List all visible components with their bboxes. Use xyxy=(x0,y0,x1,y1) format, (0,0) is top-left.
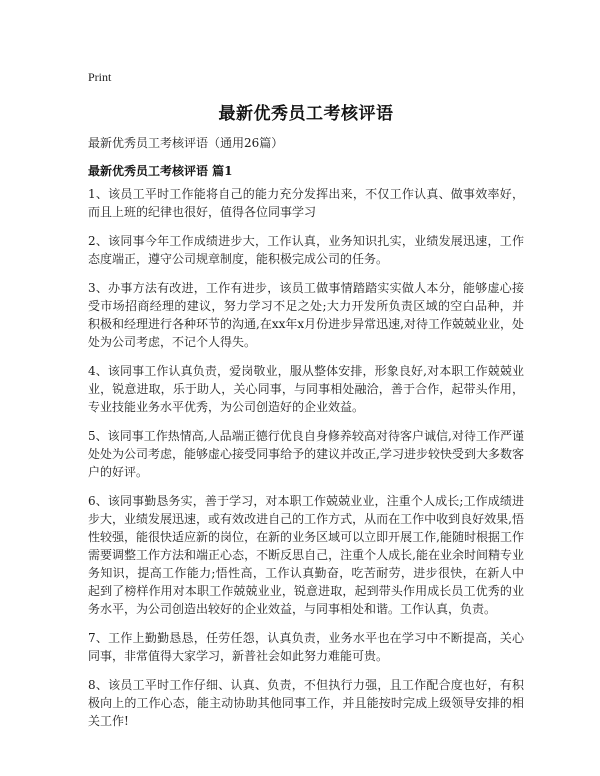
paragraph-1: 1、该员工平时工作能将自己的能力充分发挥出来，不仅工作认真、做事效率好，而且上班的纪律也很好，值得各位同事学习 xyxy=(88,187,524,219)
paragraph-2: 2、该同事今年工作成绩进步大，工作认真，业务知识扎实，业绩发展迅速，工作态度端正，遵守公司规章制度，能积极完成公司的任务。 xyxy=(88,234,524,266)
section-heading: 最新优秀员工考核评语 篇1 xyxy=(88,164,233,178)
paragraph-3: 3、办事方法有改进，工作有进步，该员工做事情踏踏实实做人本分，能够虚心接受市场招商经理的建议，努力学习不足之处;大力开发所负责区域的空白品种，并积极和经理进行各种环节的沟通,在xx年x月份进步异常迅速,对待工作兢兢业业，处处为公司考虑，不记个人得失。 xyxy=(88,281,524,349)
paragraph-4: 4、该同事工作认真负责，爱岗敬业，服从整体安排，形象良好,对本职工作兢兢业业，锐意进取，乐于助人，关心同事，与同事相处融洽，善于合作，起带头作用，专业技能业务水平优秀，为公司创造好的企业效益。 xyxy=(88,364,524,414)
page-title: 最新优秀员工考核评语 xyxy=(218,104,394,124)
document-body xyxy=(88,185,524,741)
paragraph-5: 5、该同事工作热情高,人品端正德行优良自身修养较高对待客户诚信,对待工作严谨处处为公司考虑，能够虚心接受同事给予的建议并改正,学习进步较快受到大多数客户的好评。 xyxy=(88,429,524,479)
document-subtitle: 最新优秀员工考核评语（通用26篇） xyxy=(88,136,284,150)
print-link[interactable]: Print xyxy=(88,70,112,84)
paragraph-6: 6、该同事勤恳务实，善于学习，对本职工作兢兢业业，注重个人成长;工作成绩进步大，业绩发展迅速，或有效改进自己的工作方式，从而在工作中收到良好效果,悟性较强，能很快适应新的岗位，在新的业务区域可以立即开展工作,能随时根据工作需要调整工作方法和端正心态，不断反思自己，注重个人成长,能在业余时间精专业务知识，提高工作能力;悟性高，工作认真勤奋，吃苦耐劳，进步很快，在新人中起到了榜样作用对本职工作兢兢业业，锐意进取，起到带头作用成长员工优秀的业务水平，为公司创造出较好的企业效益，与同事相处和谐。工作认真，负责。 xyxy=(88,494,524,616)
paragraph-8: 8、该员工平时工作仔细、认真、负责，不但执行力强，且工作配合度也好，有积极向上的工作心态，能主动协助其他同事工作，并且能按时完成上级领导安排的相关工作! xyxy=(88,678,524,728)
paragraph-7: 7、工作上勤勤恳恳，任劳任怨，认真负责，业务水平也在学习中不断提高，关心同事，非常值得大家学习，新普社会如此努力难能可贵。 xyxy=(88,631,524,663)
